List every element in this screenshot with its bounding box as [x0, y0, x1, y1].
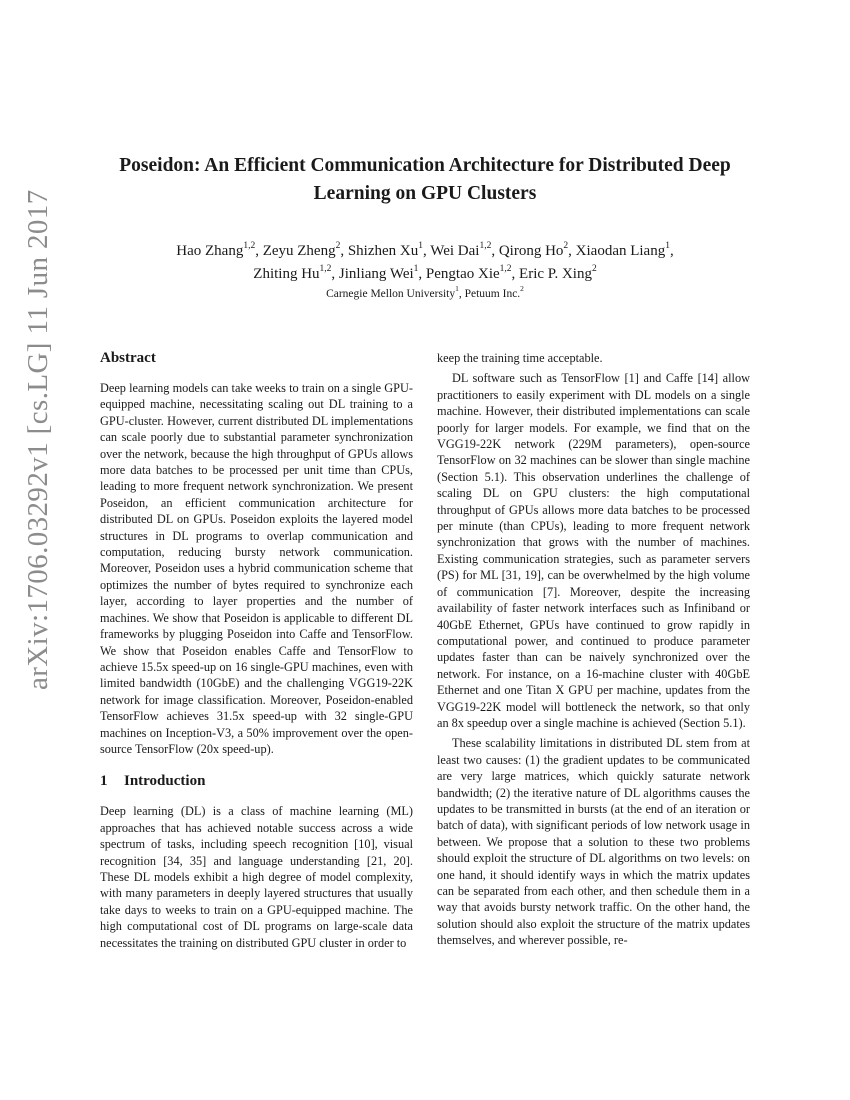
author: Zeyu Zheng [262, 243, 336, 259]
abstract-text: Deep learning models can take weeks to train on a single GPU-equipped machine, necessitating scaling out DL training to a GPU-cluster. However, current distributed DL implementations can scale poorly due to substantial parameter synchronization over the network, because the high throughput of GPUs allows more data batches to be processed per unit time than CPUs, leading to more frequent network synchronization. We present Poseidon, an efficient communication architecture for distributed DL on GPUs. Poseidon exploits the layered model structures in DL programs to overlap communication and computation, reducing bursty network communication. Moreover, Poseidon uses a hybrid communication scheme that optimizes the number of bytes required to synchronize each layer, according to layer properties and the number of machines. We show that Poseidon is applicable to different DL frameworks by plugging Poseidon into Caffe and TensorFlow. We show that Poseidon enables Caffe and TensorFlow to achieve 15.5x speed-up on 16 single-GPU machines, even with limited bandwidth (10GbE) and the challenging VGG19-22K network for image classification. Moreover, Poseidon-enabled TensorFlow achieves 31.5x speed-up with 32 single-GPU machines on Inception-V3, a 50% improvement over the open-source TensorFlow (20x speed-up). [100, 381, 413, 756]
author-affil-mark: 2 [563, 240, 569, 251]
author-affil-mark: 1 [418, 240, 424, 251]
intro-paragraph-2: DL software such as TensorFlow [1] and Caffe [14] allow practitioners to easily experiment with DL models on a single machine. However, their distributed implementations can scale poorly for larger models. For example, we find that on the VGG19-22K network (229M parameters), open-source TensorFlow on 32 machines can be slower than single machine (Section 5.1). This observation underlines the challenge of scaling DL on GPU clusters: the high computational throughput of GPUs allows more data batches to be processed per minute (than CPUs), leading to more frequent network synchronization that grows with the number of machines. Existing communication strategies, such as parameter servers (PS) for ML [31, 19], can be overwhelmed by the high volume of communication [7]. Moreover, despite the increasing availability of faster network interfaces such as Infiniband or 40GbE Ethernet, GPUs have continued to grow rapidly in computational power, and continued to produce parameter updates faster than can be naively synchronized over the network. For instance, on a 16-machine cluster with 40GbE Ethernet and one Titan X GPU per machine, updates from the VGG19-22K model will bottleneck the network, so that only an 8x speedup over a single machine is achieved (Section 5.1). [437, 371, 750, 730]
author: Xiaodan Liang [575, 243, 666, 259]
affiliation: Petuum Inc. [464, 288, 521, 300]
abstract-heading: Abstract [100, 350, 156, 366]
author-affil-mark: 1 [413, 263, 419, 274]
arxiv-stamp: arXiv:1706.03292v1 [cs.LG] 11 Jun 2017 [22, 189, 54, 690]
author-affil-mark: 1,2 [479, 240, 492, 251]
author: Hao Zhang [176, 243, 244, 259]
intro-paragraph-1-continued: keep the training time acceptable. [437, 351, 603, 365]
affiliation: Carnegie Mellon University [326, 288, 456, 300]
author: Qirong Ho [498, 243, 564, 259]
author: Jinliang Wei [338, 266, 414, 282]
author: Pengtao Xie [425, 266, 500, 282]
intro-paragraph-3: These scalability limitations in distributed DL stem from at least two causes: (1) the gradient updates to be communicated are very large matrices, which quickly saturate network bandwidth; (2) the iterative nature of DL algorithms causes the updates to be transmitted in bursts (at the end of an iteration or batch of data), with significant periods of low network usage in between. We propose that a solution to these two problems should exploit the structure of DL algorithms on two levels: on one hand, it should identify ways in which the matrix updates can be separated from each other, and then schedule them in a way that avoids bursty network traffic. On the other hand, the solution should also exploit the structure of the matrix updates themselves, and wherever possible, re- [437, 736, 750, 948]
author-affil-mark: 2 [335, 240, 341, 251]
title-line-2: Learning on GPU Clusters [313, 183, 537, 204]
paper-title [100, 152, 750, 208]
author: Eric P. Xing [519, 266, 592, 282]
author-affil-mark: 1,2 [243, 240, 256, 251]
section-number: 1 [100, 773, 108, 790]
affil-mark: 2 [520, 284, 524, 294]
author: Shizhen Xu [347, 243, 419, 259]
author-affil-mark: 1 [665, 240, 670, 251]
author-list [100, 240, 750, 286]
author-affil-mark: 1,2 [319, 263, 332, 274]
affil-mark: 1 [455, 284, 459, 294]
right-column [437, 350, 750, 949]
left-column [100, 348, 413, 951]
author: Wei Dai [430, 243, 480, 259]
section-heading-introduction [100, 771, 413, 791]
intro-paragraph-1: Deep learning (DL) is a class of machine learning (ML) approaches that has achieved notable success across a wide spectrum of tasks, including speech recognition [10], visual recognition [34, 35] and language understanding [21, 20]. These DL models exhibit a high degree of model complexity, with many parameters in deeply layered structures that usually take days to weeks to train on a GPU-equipped machine. The high computational cost of DL programs on large-scale data necessitates the training on distributed GPU cluster in order to [100, 804, 413, 950]
author-line-1: Hao Zhang$^{1,2}$, Zeyu Zheng$^2$, Shizhen Xu$^1$, Wei Dai$^{1,2}$, Qirong Ho$^2$, Xiaodan Liang$^1$, [176, 240, 674, 259]
author-affil-mark: 1,2 [499, 263, 512, 274]
title-line-1: Poseidon: An Efficient Communication Architecture for Distributed Deep [119, 155, 731, 176]
affiliations: Carnegie Mellon University$^1$, Petuum Inc.$^2$ [326, 284, 524, 300]
author: Zhiting Hu [253, 266, 320, 282]
author-affil-mark: 2 [591, 263, 597, 274]
section-title: Introduction [124, 773, 206, 790]
author-line-2: Zhiting Hu$^{1,2}$, Jinliang Wei$^1$, Pengtao Xie$^{1,2}$, Eric P. Xing$^2$ [253, 263, 597, 282]
